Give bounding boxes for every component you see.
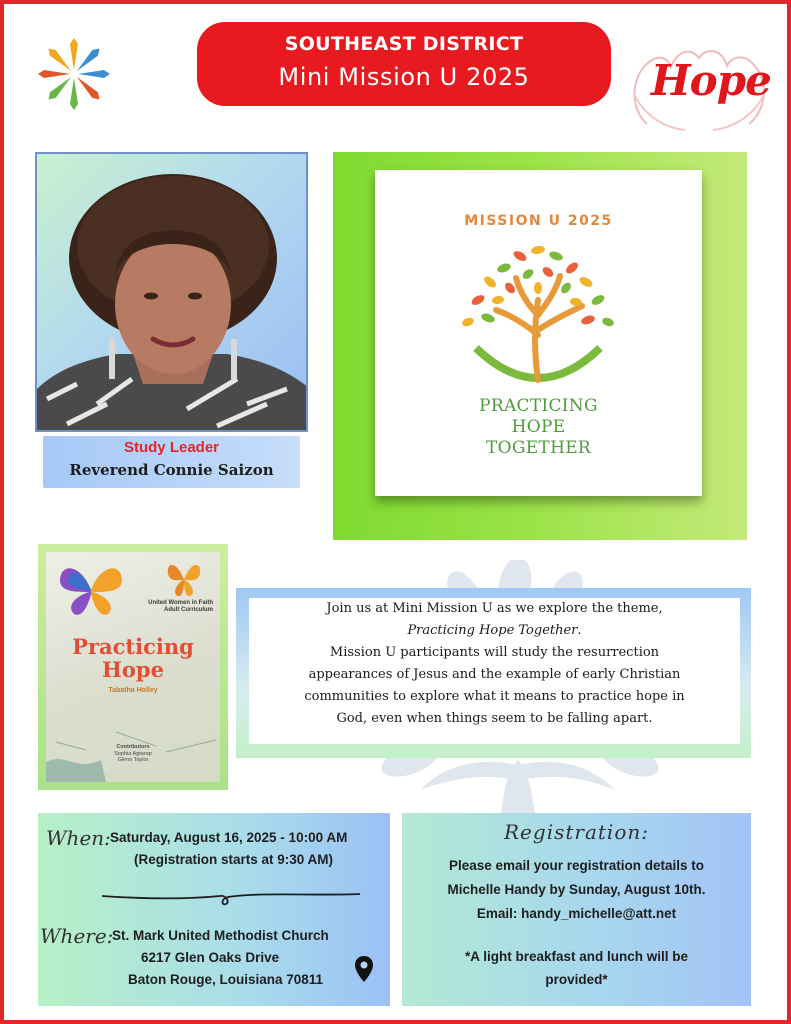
butterfly-small-icon [164, 558, 204, 600]
description-line-6: God, even when things seem to be falling apart. [336, 711, 653, 726]
description-line-2 [249, 620, 740, 642]
hope-word: Hope [651, 56, 771, 105]
where-label: Where: [40, 924, 114, 948]
book-author: Tabatha Holley [108, 687, 158, 694]
book-curriculum-line-2: Adult Curriculum [164, 607, 213, 613]
registration-email[interactable]: Email: handy_michelle@att.net [476, 906, 677, 921]
description-line-5: communities to explore what it means to practice hope in [304, 689, 685, 704]
venue-street: 6217 Glen Oaks Drive [141, 950, 280, 965]
tree-of-hope-icon [448, 230, 628, 395]
description-line-3: Mission U participants will study the resurrection [329, 645, 660, 660]
event-title: Mini Mission U 2025 [278, 63, 530, 91]
registration-line-1: Please email your registration details to [448, 858, 705, 873]
united-women-in-faith-logo-icon [34, 34, 114, 114]
book-curriculum [123, 600, 213, 614]
description-line-4: appearances of Jesus and the example of early Christian [308, 667, 681, 682]
description-period: . [577, 623, 582, 638]
study-leader-name: Reverend Connie Saizon [69, 461, 274, 479]
meal-note-line-2: provided* [545, 972, 608, 987]
location-pin-icon [354, 955, 374, 983]
butterfly-icon [56, 562, 126, 617]
book-contributor-2: Glenn Taylor [117, 757, 149, 763]
registration-line-2: Michelle Handy by Sunday, August 10th. [447, 882, 706, 897]
book-curriculum-line-1: United Women in Faith [148, 600, 213, 606]
mission-logo-title: MISSION U 2025 [464, 213, 613, 229]
event-datetime: Saturday, August 16, 2025 - 10:00 AM [110, 830, 348, 845]
registration-label: Registration: [504, 820, 649, 844]
flourish-divider [100, 888, 362, 908]
mission-tagline-3: TOGETHER [485, 438, 592, 458]
meal-note-line-1: *A light breakfast and lunch will be [464, 949, 689, 964]
book-cover [46, 552, 220, 782]
book-title [46, 635, 220, 681]
mission-logo-card [375, 170, 702, 496]
description-line-1: Join us at Mini Mission U as we explore the theme, [326, 601, 663, 616]
district-name: SOUTHEAST DISTRICT [284, 33, 524, 55]
venue-name: St. Mark United Methodist Church [112, 928, 329, 943]
registration-start-time: (Registration starts at 9:30 AM) [134, 852, 334, 867]
book-contributor-1: Sophia Agtarap [114, 750, 152, 757]
description-theme: Practicing Hope Together [407, 623, 578, 638]
mission-tagline-1: PRACTICING [479, 396, 598, 416]
study-leader-role: Study Leader [123, 439, 220, 456]
book-contributors [46, 744, 220, 764]
book-title-line-2: Hope [102, 657, 164, 682]
event-description [249, 598, 740, 744]
when-label: When: [46, 826, 111, 850]
event-title-banner [197, 22, 611, 106]
venue-city: Baton Rouge, Louisiana 70811 [128, 972, 324, 987]
study-leader-card [43, 436, 300, 488]
book-contributors-label: Contributors [116, 744, 150, 750]
study-leader-photo [35, 152, 308, 432]
mission-tagline-2: HOPE [511, 417, 566, 437]
book-title-line-1: Practicing [72, 634, 194, 659]
